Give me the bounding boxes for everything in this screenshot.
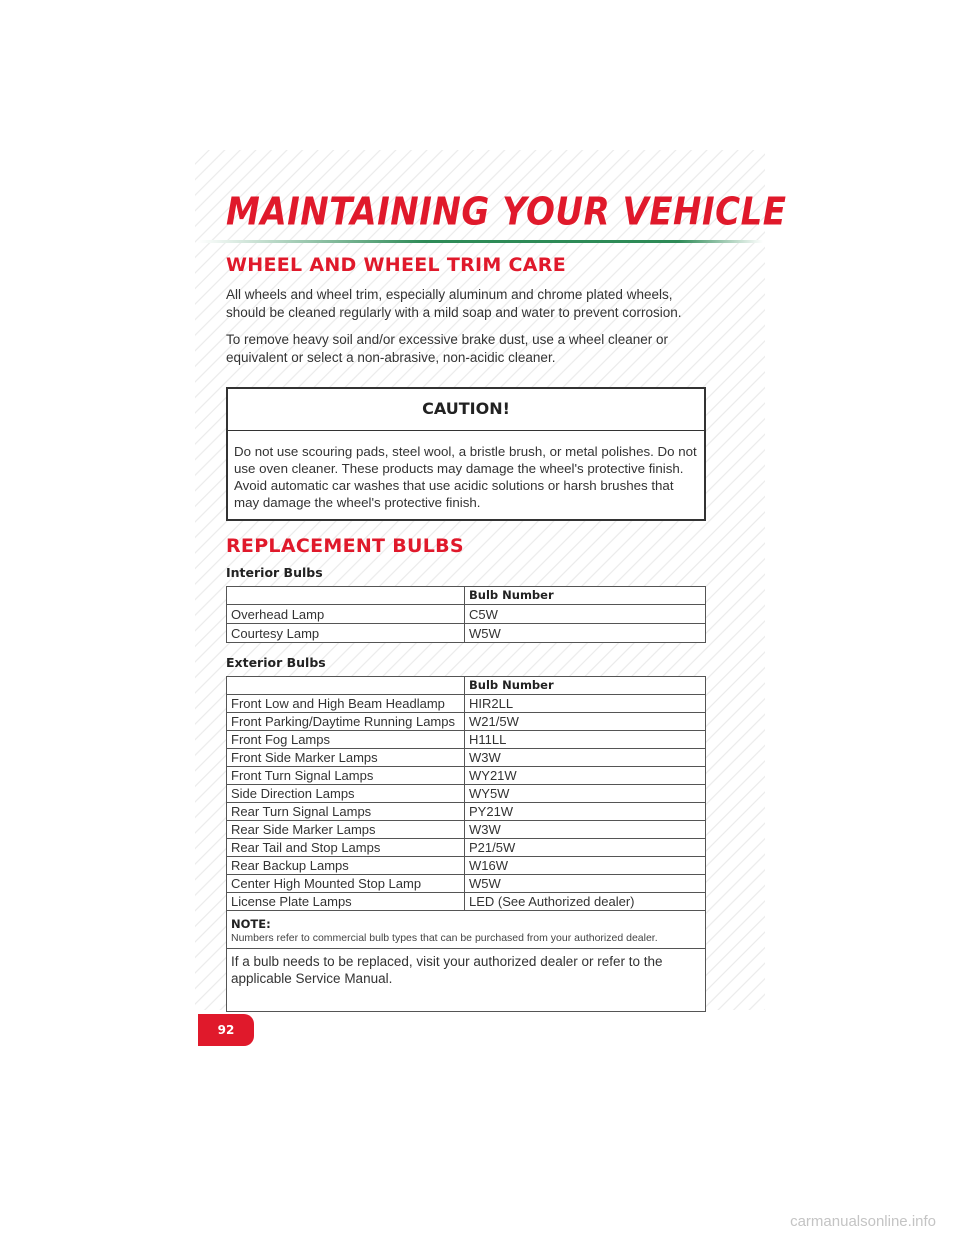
table-row: [227, 731, 706, 749]
note-label: NOTE:: [231, 917, 271, 931]
bulb-number: H11LL: [465, 731, 706, 749]
page-content: [226, 250, 706, 1012]
bulb-replacement-instructions: If a bulb needs to be replaced, visit your authorized dealer or refer to the applicable Service Manual.: [231, 954, 663, 986]
lamp-name: Side Direction Lamps: [227, 785, 465, 803]
caution-text: Do not use scouring pads, steel wool, a bristle brush, or metal polishes. Do not use oven cleaner. These products may damage the wheel's protective finish. Avoid automatic car washes that use acidic solutions or harsh brushes that may damage the wheel's protective finish.: [234, 444, 697, 510]
bulb-number: WY5W: [465, 785, 706, 803]
bulb-number: LED (See Authorized dealer): [465, 893, 706, 911]
exterior-bulbs-table: [226, 676, 706, 911]
bulb-number: W16W: [465, 857, 706, 875]
watermark: carmanualsonline.info: [790, 1213, 936, 1230]
bulb-number: W3W: [465, 749, 706, 767]
lamp-name: Front Low and High Beam Headlamp: [227, 695, 465, 713]
replacement-bulbs-heading: REPLACEMENT BULBS: [226, 535, 464, 557]
table-row: [227, 803, 706, 821]
title-divider: [198, 240, 763, 243]
lamp-name: Center High Mounted Stop Lamp: [227, 875, 465, 893]
lamp-name: Front Side Marker Lamps: [227, 749, 465, 767]
lamp-name: Front Fog Lamps: [227, 731, 465, 749]
table-row: [227, 893, 706, 911]
caution-title: CAUTION!: [228, 389, 704, 431]
table-header-empty: [227, 587, 465, 605]
bulb-number: W3W: [465, 821, 706, 839]
page-number-tab: 92: [198, 1014, 254, 1046]
lamp-name: Rear Tail and Stop Lamps: [227, 839, 465, 857]
note-cell: [227, 911, 705, 949]
table-row: [227, 875, 706, 893]
lamp-name: Courtesy Lamp: [227, 624, 465, 643]
wheel-care-paragraph-2: To remove heavy soil and/or excessive brake dust, use a wheel cleaner or equivalent or select a non-abrasive, non-acidic cleaner.: [226, 332, 668, 365]
bulb-number: W21/5W: [465, 713, 706, 731]
bulb-number: W5W: [465, 624, 706, 643]
lamp-name: License Plate Lamps: [227, 893, 465, 911]
table-row: [227, 605, 706, 624]
table-row: [227, 767, 706, 785]
exterior-bulbs-subheading: Exterior Bulbs: [226, 655, 326, 670]
bulb-number: W5W: [465, 875, 706, 893]
lamp-name: Rear Backup Lamps: [227, 857, 465, 875]
table-row: [227, 821, 706, 839]
bulb-number: PY21W: [465, 803, 706, 821]
table-header-row: [227, 677, 706, 695]
lamp-name: Rear Side Marker Lamps: [227, 821, 465, 839]
lamp-name: Front Parking/Daytime Running Lamps: [227, 713, 465, 731]
table-header-bulb-number: Bulb Number: [465, 587, 706, 605]
table-header-empty: [227, 677, 465, 695]
table-header-row: [227, 587, 706, 605]
table-row: [227, 624, 706, 643]
bulb-number: C5W: [465, 605, 706, 624]
table-row: [227, 695, 706, 713]
note-text: Numbers refer to commercial bulb types that can be purchased from your authorized dealer.: [231, 932, 658, 944]
section-title: MAINTAINING YOUR VEHICLE: [226, 189, 787, 235]
caution-box: [226, 387, 706, 521]
wheel-care-heading: WHEEL AND WHEEL TRIM CARE: [226, 254, 567, 276]
lamp-name: Overhead Lamp: [227, 605, 465, 624]
lamp-name: Rear Turn Signal Lamps: [227, 803, 465, 821]
wheel-care-paragraph-1: All wheels and wheel trim, especially aluminum and chrome plated wheels, should be cleaned regularly with a mild soap and water to prevent corrosion.: [226, 287, 682, 320]
interior-bulbs-table: [226, 586, 706, 643]
bulb-number: WY21W: [465, 767, 706, 785]
table-row: [227, 857, 706, 875]
table-row: [227, 785, 706, 803]
table-header-bulb-number: Bulb Number: [465, 677, 706, 695]
table-row: [227, 713, 706, 731]
interior-bulbs-subheading: Interior Bulbs: [226, 565, 323, 580]
bulb-number: HIR2LL: [465, 695, 706, 713]
note-box: [226, 911, 706, 1012]
table-row: [227, 749, 706, 767]
table-row: [227, 839, 706, 857]
lamp-name: Front Turn Signal Lamps: [227, 767, 465, 785]
bulb-number: P21/5W: [465, 839, 706, 857]
